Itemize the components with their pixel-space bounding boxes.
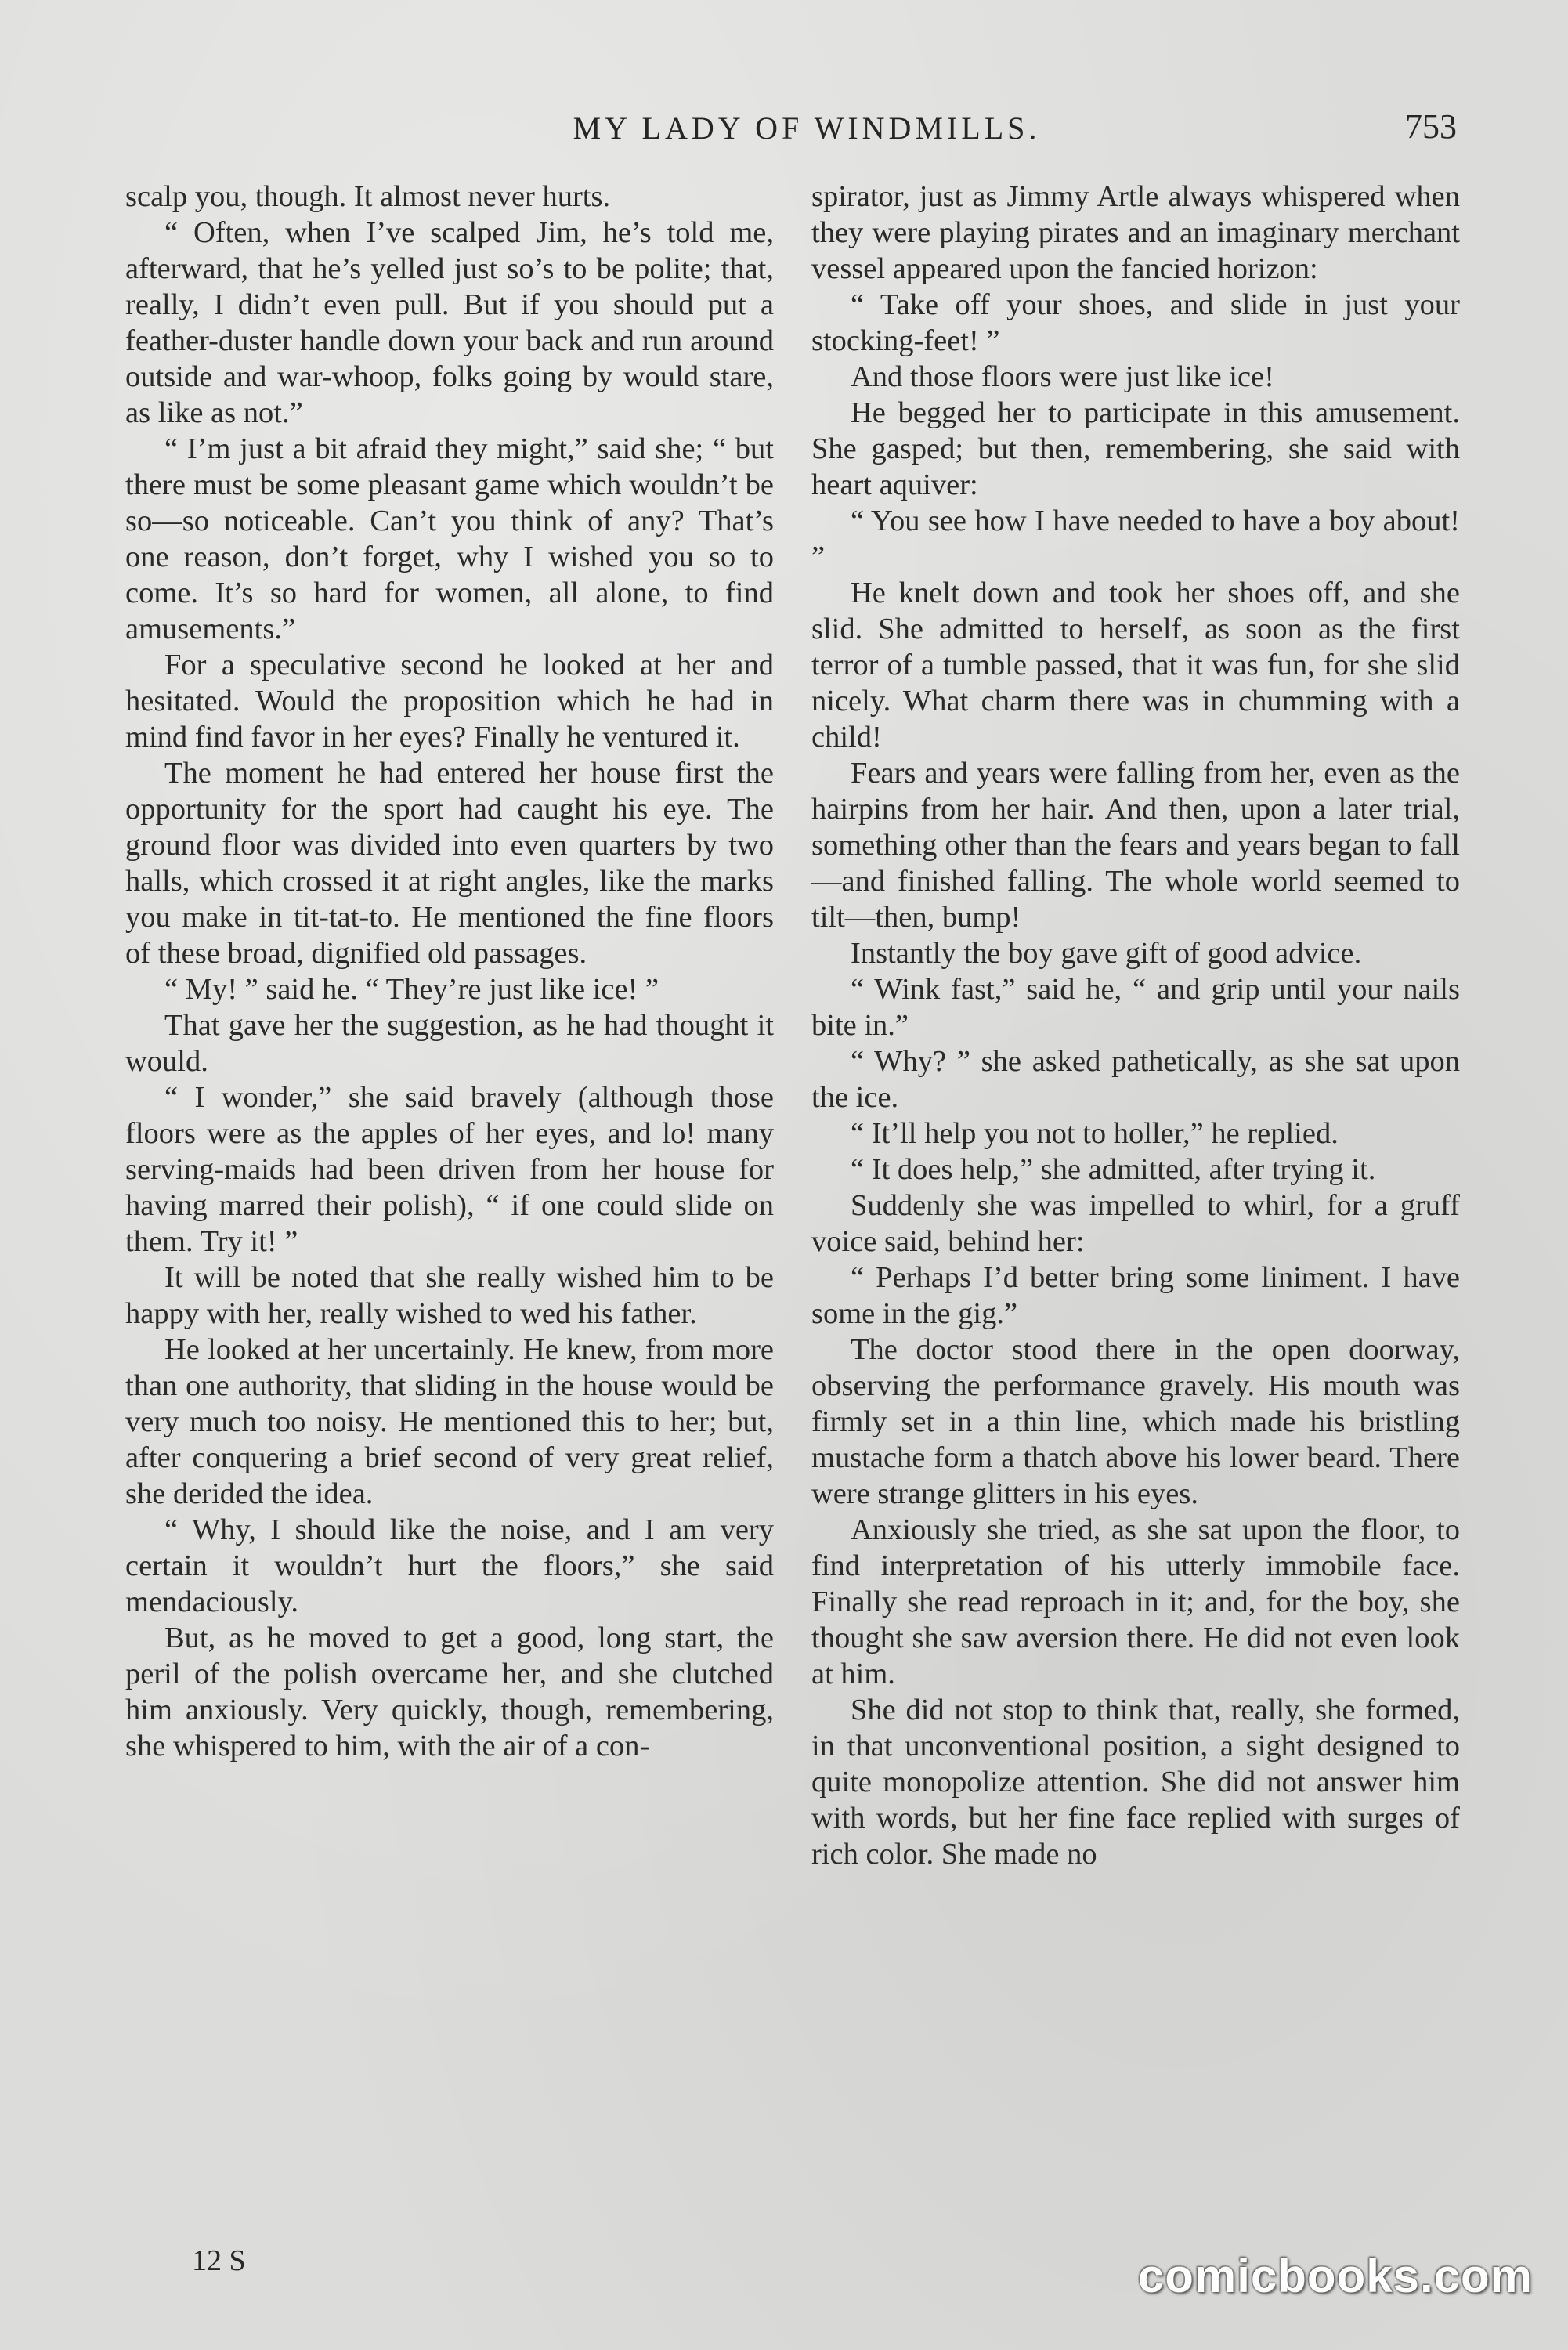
paragraph: scalp you, though. It almost never hurts.	[125, 180, 611, 213]
paragraph: “ It’ll help you not to holler,” he replied.	[851, 1117, 1339, 1150]
paragraph: “ You see how I have needed to have a boy about! ”	[811, 504, 1460, 573]
paragraph: That gave her the suggestion, as he had thought it would.	[125, 1009, 774, 1078]
paragraph: The moment he had entered her house first the opportunity for the sport had caught his eye. The ground floor was divided into even quarters by two halls, which crossed it at right angles, like the marks you make in tit-tat-to. He mentioned the fine floors of these broad, dignified old passages.	[125, 757, 774, 970]
paragraph: “ Wink fast,” said he, “ and grip until your nails bite in.”	[811, 973, 1460, 1042]
paragraph: For a speculative second he looked at her and hesitated. Would the proposition which he had in mind find favor in her eyes? Finally he ventured it.	[125, 649, 774, 754]
paragraph: “ My! ” said he. “ They’re just like ice! ”	[164, 973, 659, 1006]
paragraph: spirator, just as Jimmy Artle always whispered when they were playing pirates and an imaginary merchant vessel appeared upon the fancied horizon:	[811, 180, 1460, 285]
paragraph: “ I’m just a bit afraid they might,” said she; “ but there must be some pleasant game which wouldn’t be so—so noticeable. Can’t you think of any? That’s one reason, don’t forget, why I wished you so to come. It’s so hard for women, all alone, to find amusements.”	[125, 432, 774, 645]
paragraph: She did not stop to think that, really, she formed, in that unconventional position, a sight designed to quite monopolize attention. She did not answer him with words, but her fine face replied with surges of rich color. She made no	[811, 1694, 1460, 1871]
paragraph: It will be noted that she really wished him to be happy with her, really wished to wed his father.	[125, 1261, 774, 1330]
paragraph: “ Why? ” she asked pathetically, as she sat upon the ice.	[811, 1045, 1460, 1114]
right-column	[811, 179, 1460, 1872]
paragraph: Anxiously she tried, as she sat upon the floor, to find interpretation of his utterly immobile face. Finally she read reproach in it; and, for the boy, she thought she saw aversion there. He did not even look at him.	[811, 1513, 1460, 1690]
paragraph: Instantly the boy gave gift of good advice.	[851, 937, 1362, 970]
watermark: comicbooks.com	[1137, 2250, 1533, 2302]
paragraph: He knelt down and took her shoes off, and she slid. She admitted to herself, as soon as the first terror of a tumble passed, that it was fun, for she slid nicely. What charm there was in chumming with a child!	[811, 577, 1460, 754]
paragraph: The doctor stood there in the open doorway, observing the performance gravely. His mouth was firmly set in a thin line, which made his bristling mustache form a thatch above his lower beard. There were strange glitters in his eyes.	[811, 1333, 1460, 1510]
signature-mark: 12 S	[192, 2244, 246, 2277]
paragraph: Suddenly she was impelled to whirl, for a gruff voice said, behind her:	[811, 1189, 1460, 1258]
paragraph: “ Take off your shoes, and slide in just your stocking-feet! ”	[811, 288, 1460, 357]
paragraph: “ I wonder,” she said bravely (although those floors were as the apples of her eyes, and lo! many serving-maids had been driven from her house for having marred their polish), “ if one could slide on them. Try it! ”	[125, 1081, 774, 1258]
paragraph: “ Perhaps I’d better bring some liniment. I have some in the gig.”	[811, 1261, 1460, 1330]
left-column	[125, 179, 774, 1764]
paragraph: He looked at her uncertainly. He knew, from more than one authority, that sliding in the house would be very much too noisy. He mentioned this to her; but, after conquering a brief second of very great relief, she derided the idea.	[125, 1333, 774, 1510]
running-title: MY LADY OF WINDMILLS.	[573, 110, 1041, 146]
paragraph: But, as he moved to get a good, long start, the peril of the polish overcame her, and she clutched him anxiously. Very quickly, though, remembering, she whispered to him, with the air of a con-	[125, 1622, 774, 1762]
paragraph: He begged her to participate in this amusement. She gasped; but then, remembering, she said with heart aquiver:	[811, 396, 1460, 501]
page-number: 753	[1405, 107, 1457, 146]
paragraph: Fears and years were falling from her, even as the hairpins from her hair. And then, upon a later trial, something other than the fears and years began to fall—and finished falling. The whole world seemed to tilt—then, bump!	[811, 757, 1460, 934]
paragraph: “ Often, when I’ve scalped Jim, he’s told me, afterward, that he’s yelled just so’s to be polite; that, really, I didn’t even pull. But if you should put a feather-duster handle down your back and run around outside and war-whoop, folks going by would stare, as like as not.”	[125, 216, 774, 429]
paragraph: And those floors were just like ice!	[851, 360, 1274, 393]
paragraph: “ Why, I should like the noise, and I am very certain it wouldn’t hurt the floors,” she said mendaciously.	[125, 1513, 774, 1618]
paragraph: “ It does help,” she admitted, after trying it.	[851, 1153, 1376, 1186]
